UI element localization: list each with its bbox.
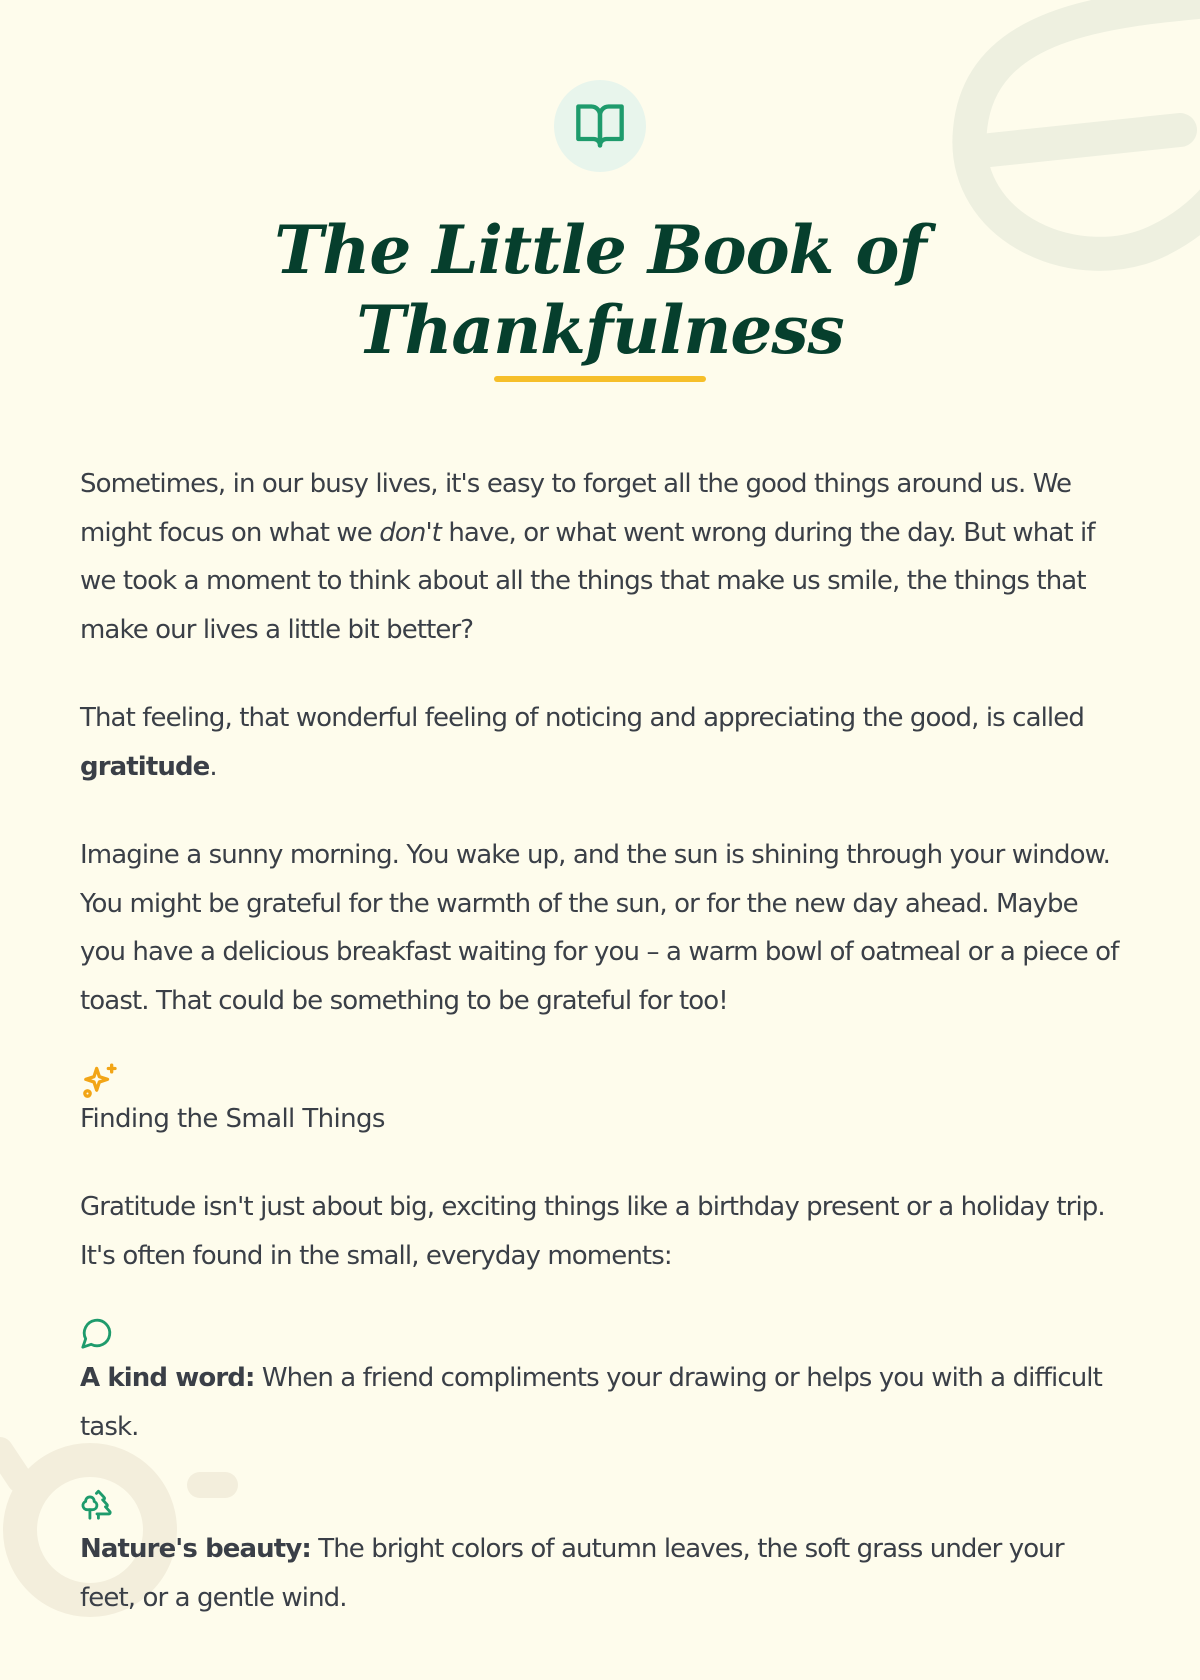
chat-bubble-icon	[80, 1316, 114, 1350]
book-badge	[554, 80, 646, 172]
paragraph-intro	[80, 460, 1120, 654]
paragraph-gratitude	[80, 694, 1120, 791]
trees-icon	[80, 1487, 114, 1521]
section-title: Finding the Small Things	[80, 1104, 385, 1134]
section-intro: Gratitude isn't just about big, exciting things like a birthday present or a holiday trip. It's often found in the small, everyday moments:	[80, 1192, 1105, 1271]
list-item-text: The bright colors of autumn leaves, the soft grass under your feet, or a gentle wind.	[80, 1534, 1064, 1613]
paragraph-gratitude-start: That feeling, that wonderful feeling of noticing and appreciating the good, is called	[80, 703, 1084, 733]
book-content	[80, 460, 1120, 1622]
list-item-kind-word	[80, 1316, 1120, 1451]
paragraph-intro-end: have, or what went wrong during the day. But what if we took a moment to think about all the things that make us smile, the things that make our lives a little bit better?	[80, 517, 1095, 645]
title-underline	[494, 376, 706, 382]
list-item-label: A kind word:	[80, 1363, 255, 1393]
list-item-nature	[80, 1487, 1120, 1622]
emphasis-dont: don't	[379, 517, 441, 548]
list-item-text: When a friend compliments your drawing or helps you with a difficult task.	[80, 1363, 1102, 1442]
strong-gratitude: gratitude	[80, 751, 210, 782]
sparkles-icon	[80, 1061, 120, 1101]
book-page	[80, 0, 1120, 1622]
page-title	[80, 210, 1120, 370]
paragraph-morning: Imagine a sunny morning. You wake up, and the sun is shining through your window. You might be grateful for the warmth of the sun, or for the new day ahead. Maybe you have a delicious breakfast waiting for you – a warm bowl of oatmeal or a piece of toast. That could be something to be grateful for too!	[80, 840, 1119, 1016]
page-header	[80, 80, 1120, 382]
title-line-2: Thankfulness	[356, 291, 844, 369]
open-book-icon	[574, 100, 626, 152]
paragraph-intro-start: Sometimes, in our busy lives, it's easy to forget all the good things around us. We might focus on what we	[80, 469, 1072, 548]
title-line-1: The Little Book of	[274, 211, 926, 289]
list-item-label: Nature's beauty:	[80, 1534, 311, 1564]
paragraph-gratitude-end: .	[209, 751, 217, 782]
